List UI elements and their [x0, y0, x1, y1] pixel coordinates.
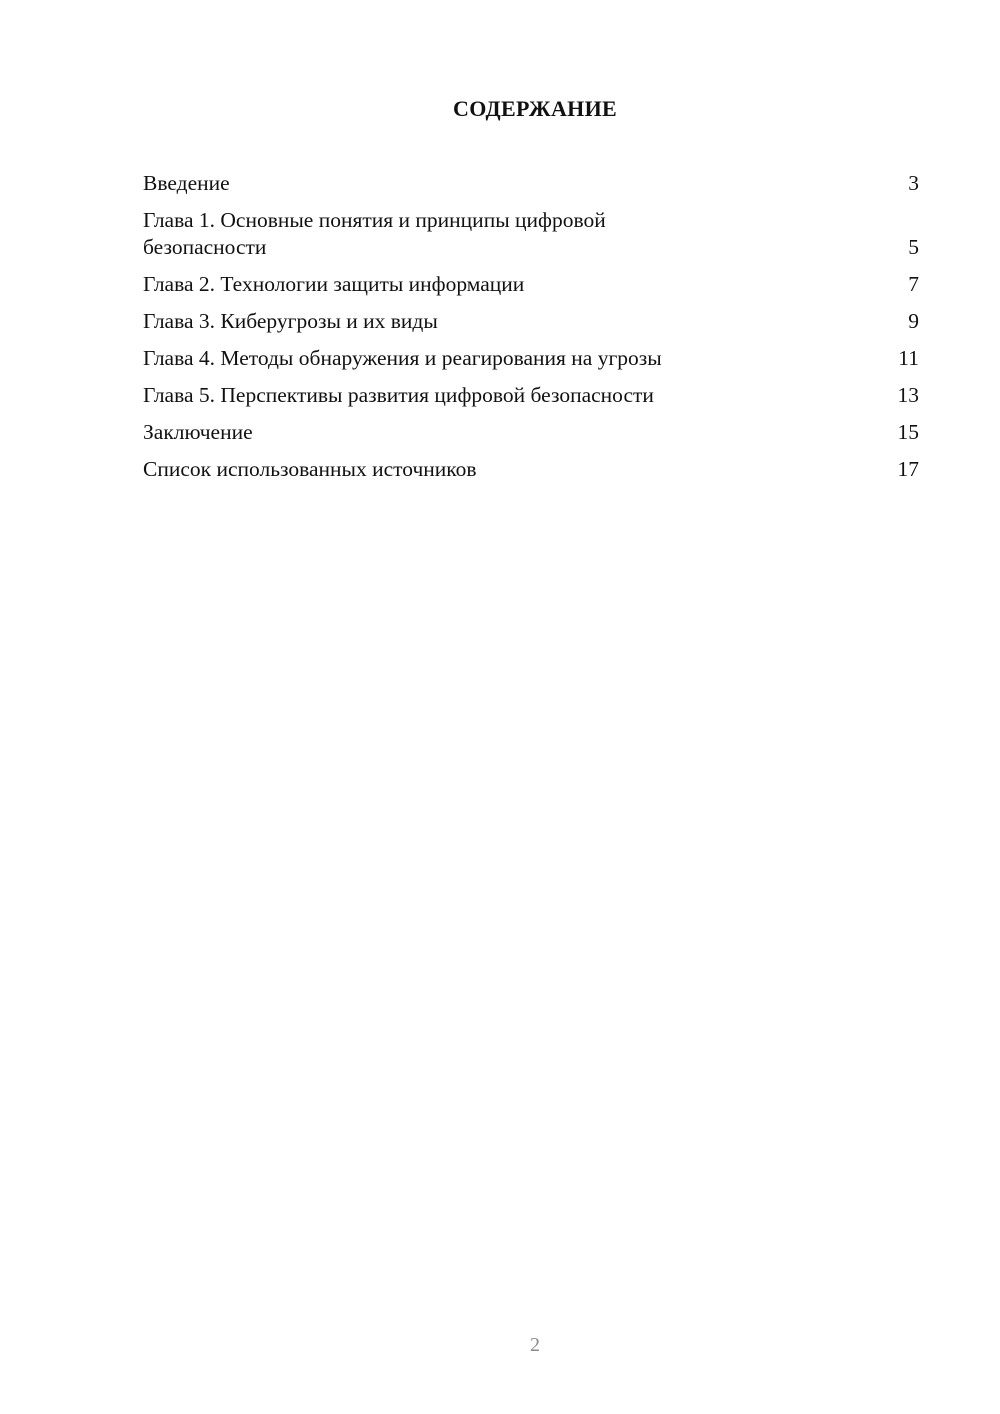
toc-entry-chapter-5[interactable] — [143, 382, 919, 409]
toc-entry-label: Глава 3. Киберугрозы и их виды — [143, 309, 438, 333]
toc-entry-page: 5 — [908, 235, 919, 259]
toc-entry-page: 9 — [908, 309, 919, 333]
toc-entry-page: 3 — [908, 171, 919, 195]
toc-entry-label: Список использованных источников — [143, 457, 477, 481]
toc-entry-introduction[interactable] — [143, 170, 919, 197]
toc-entry-references[interactable] — [143, 456, 919, 483]
toc-entry-label: Глава 4. Методы обнаружения и реагирования на угрозы — [143, 346, 662, 370]
toc-entry-label: Глава 1. Основные понятия и принципы цифровой безопасности — [143, 208, 606, 259]
table-of-contents — [143, 170, 919, 493]
toc-entry-chapter-3[interactable] — [143, 308, 919, 335]
toc-entry-page: 17 — [897, 457, 919, 481]
toc-entry-chapter-4[interactable] — [143, 345, 919, 372]
toc-entry-chapter-1[interactable] — [143, 207, 919, 261]
toc-entry-page: 7 — [908, 272, 919, 296]
page-title: СОДЕРЖАНИЕ — [453, 96, 617, 121]
toc-entry-chapter-2[interactable] — [143, 271, 919, 298]
toc-entry-label: Заключение — [143, 420, 253, 444]
toc-entry-page: 11 — [898, 346, 919, 370]
page-number: 2 — [530, 1334, 540, 1356]
toc-entry-label: Глава 5. Перспективы развития цифровой безопасности — [143, 383, 654, 407]
toc-entry-conclusion[interactable] — [143, 419, 919, 446]
toc-entry-label: Глава 2. Технологии защиты информации — [143, 272, 525, 296]
toc-entry-label: Введение — [143, 171, 230, 195]
toc-entry-page: 15 — [897, 420, 919, 444]
toc-entry-page: 13 — [897, 383, 919, 407]
